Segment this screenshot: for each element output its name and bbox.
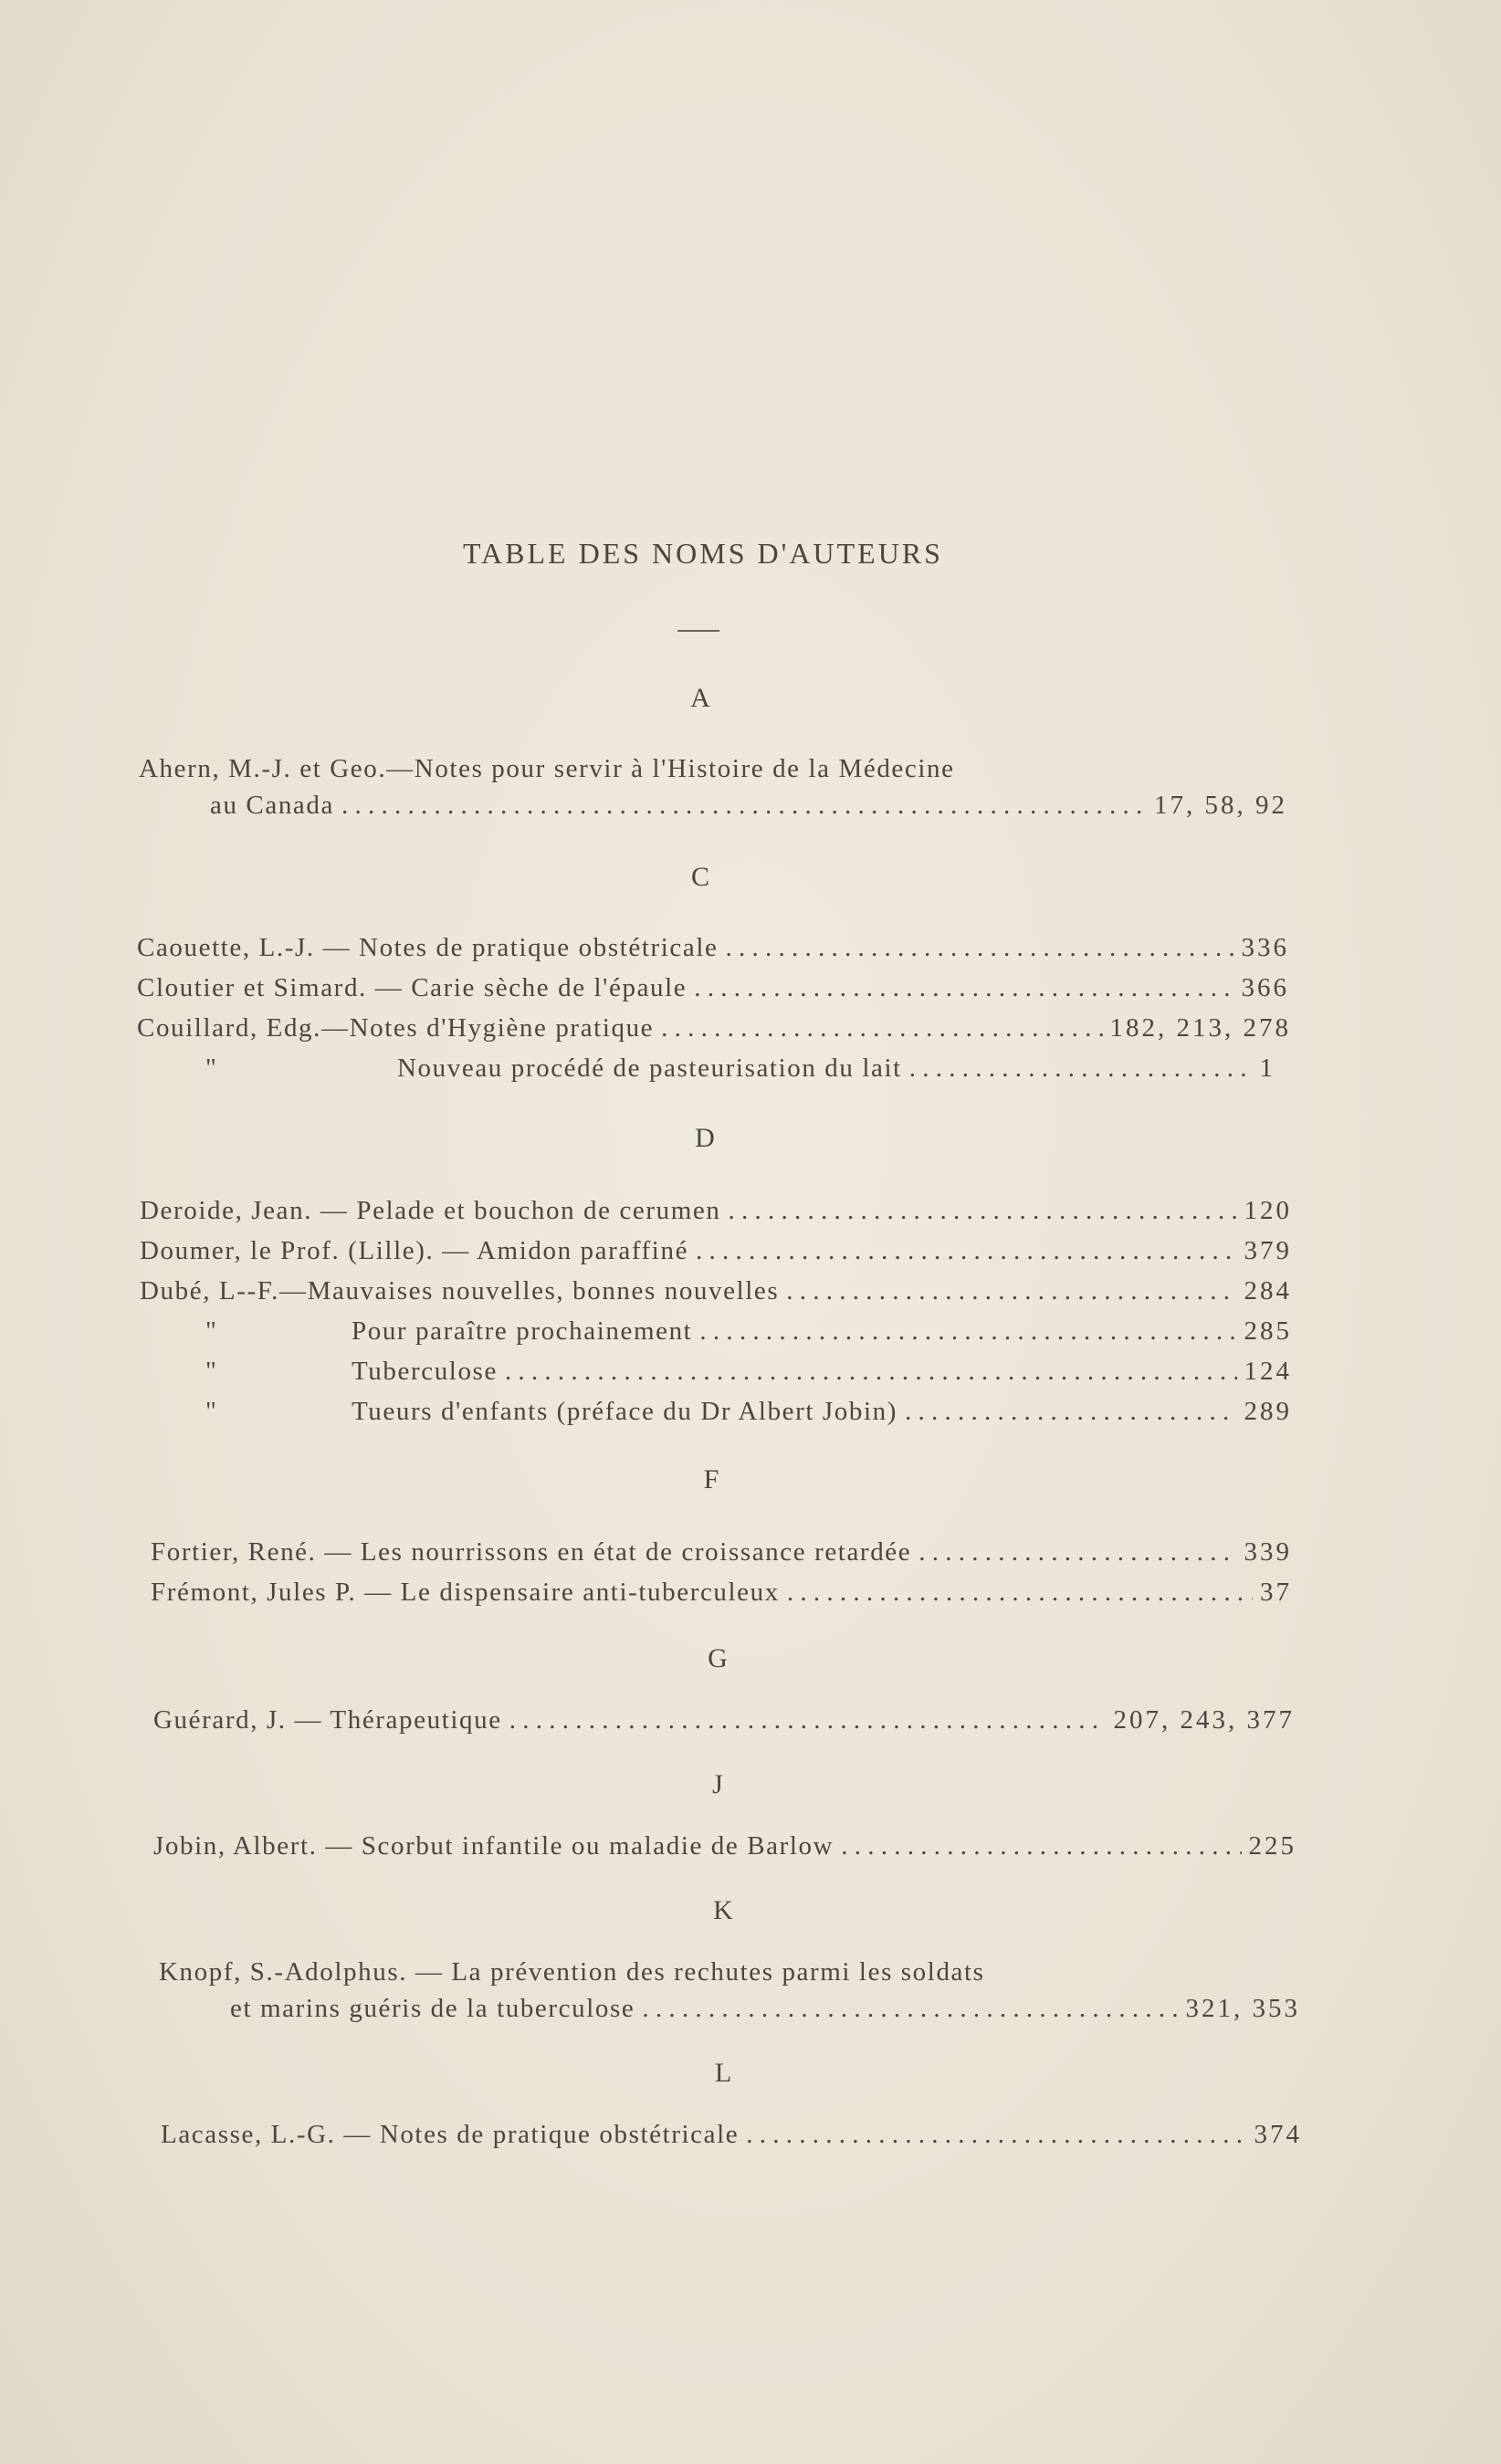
entry-pages: 339 xyxy=(1244,1537,1292,1567)
entry-pages: 374 xyxy=(1254,2120,1302,2149)
entry-pages: 284 xyxy=(1244,1276,1292,1305)
ditto-mark: " xyxy=(205,1054,218,1083)
index-entry xyxy=(153,1705,1295,1735)
leader-dots xyxy=(509,1705,1107,1735)
index-entry xyxy=(137,1013,1291,1043)
page-title: TABLE DES NOMS D'AUTEURS xyxy=(463,537,943,570)
entry-pages: 120 xyxy=(1244,1196,1292,1225)
entry-text: Ahern, M.-J. et Geo.—Notes pour servir à l'Histoire de la Médecine xyxy=(139,754,955,783)
leader-dots xyxy=(341,791,1147,821)
leader-dots xyxy=(787,1578,1253,1608)
entry-text: et marins guéris de la tuberculose xyxy=(230,1994,635,2023)
entry-pages: 207, 243, 377 xyxy=(1113,1705,1295,1735)
index-entry xyxy=(140,1236,1292,1266)
entry-pages: 336 xyxy=(1241,933,1289,962)
entry-text: Tueurs d'enfants (préface du Dr Albert Jobin) xyxy=(352,1397,898,1426)
index-entry xyxy=(140,1276,1292,1306)
index-entry xyxy=(151,1578,1292,1608)
entry-text: Lacasse, L.-G. — Notes de pratique obstétricale xyxy=(161,2120,740,2149)
section-letter-k: K xyxy=(713,1895,733,1925)
entry-pages: 1 xyxy=(1259,1054,1275,1083)
entry-text: Guérard, J. — Thérapeutique xyxy=(153,1705,502,1735)
entry-text: Tuberculose xyxy=(352,1357,498,1386)
leader-dots xyxy=(909,1054,1253,1084)
entry-pages: 17, 58, 92 xyxy=(1154,791,1287,820)
entry-text: Doumer, le Prof. (Lille). — Amidon paraffiné xyxy=(140,1236,689,1265)
entry-pages: 285 xyxy=(1244,1316,1292,1346)
section-letter-a: A xyxy=(690,683,710,713)
entry-pages: 366 xyxy=(1241,973,1289,1002)
entry-pages: 321, 353 xyxy=(1185,1994,1300,2023)
entry-text: Dubé, L--F.—Mauvaises nouvelles, bonnes nouvelles xyxy=(140,1276,780,1305)
entry-text: Pour paraître prochainement xyxy=(352,1316,693,1346)
section-letter-j: J xyxy=(712,1769,723,1799)
leader-dots xyxy=(505,1357,1237,1387)
index-entry xyxy=(230,1994,1300,2024)
entry-text: Fortier, René. — Les nourrissons en état de croissance retardée xyxy=(151,1537,912,1567)
entry-pages: 225 xyxy=(1248,1831,1296,1861)
leader-dots xyxy=(728,1196,1236,1226)
entry-text: Nouveau procédé de pasteurisation du lait xyxy=(397,1054,902,1083)
leader-dots xyxy=(841,1831,1241,1861)
index-entry xyxy=(159,1957,1300,1987)
leader-dots xyxy=(905,1397,1236,1427)
title-divider xyxy=(677,630,719,632)
leader-dots xyxy=(699,1316,1236,1347)
entry-pages: 37 xyxy=(1260,1578,1292,1607)
section-letter-f: F xyxy=(703,1464,719,1494)
index-entry xyxy=(210,791,1287,821)
leader-dots xyxy=(918,1537,1236,1568)
index-entry xyxy=(153,1831,1296,1861)
entry-pages: 289 xyxy=(1244,1397,1292,1426)
entry-text: Knopf, S.-Adolphus. — La prévention des rechutes parmi les soldats xyxy=(159,1957,985,1987)
section-letter-d: D xyxy=(695,1123,715,1153)
index-entry xyxy=(205,1397,1292,1427)
entry-text: Jobin, Albert. — Scorbut infantile ou maladie de Barlow xyxy=(153,1831,834,1861)
section-letter-l: L xyxy=(714,2058,732,2088)
ditto-mark: " xyxy=(205,1357,218,1386)
index-entry xyxy=(205,1357,1292,1387)
ditto-mark: " xyxy=(205,1316,218,1346)
index-entry xyxy=(151,1537,1292,1568)
ditto-mark: " xyxy=(205,1397,218,1426)
index-entry xyxy=(205,1054,1275,1084)
entry-text: Frémont, Jules P. — Le dispensaire anti-tuberculeux xyxy=(151,1578,780,1607)
entry-pages: 124 xyxy=(1244,1357,1292,1386)
leader-dots xyxy=(746,2120,1246,2150)
index-entry xyxy=(140,1196,1292,1226)
leader-dots xyxy=(725,933,1233,963)
leader-dots xyxy=(696,1236,1236,1266)
section-letter-g: G xyxy=(708,1643,728,1673)
index-entry xyxy=(139,754,1300,784)
entry-pages: 379 xyxy=(1244,1236,1292,1265)
leader-dots xyxy=(694,973,1233,1003)
index-entry xyxy=(137,973,1289,1003)
entry-pages: 182, 213, 278 xyxy=(1109,1013,1291,1043)
index-entry xyxy=(205,1316,1292,1347)
entry-text: au Canada xyxy=(210,791,334,820)
entry-text: Cloutier et Simard. — Carie sèche de l'épaule xyxy=(137,973,688,1002)
leader-dots xyxy=(786,1276,1236,1306)
leader-dots xyxy=(642,1994,1178,2024)
entry-text: Caouette, L.-J. — Notes de pratique obstétricale xyxy=(137,933,719,962)
entry-text: Couillard, Edg.—Notes d'Hygiène pratique xyxy=(137,1013,655,1043)
index-entry xyxy=(161,2120,1302,2150)
index-entry xyxy=(137,933,1289,963)
leader-dots xyxy=(661,1013,1102,1043)
entry-text: Deroide, Jean. — Pelade et bouchon de cerumen xyxy=(140,1196,721,1225)
section-letter-c: C xyxy=(690,862,709,892)
